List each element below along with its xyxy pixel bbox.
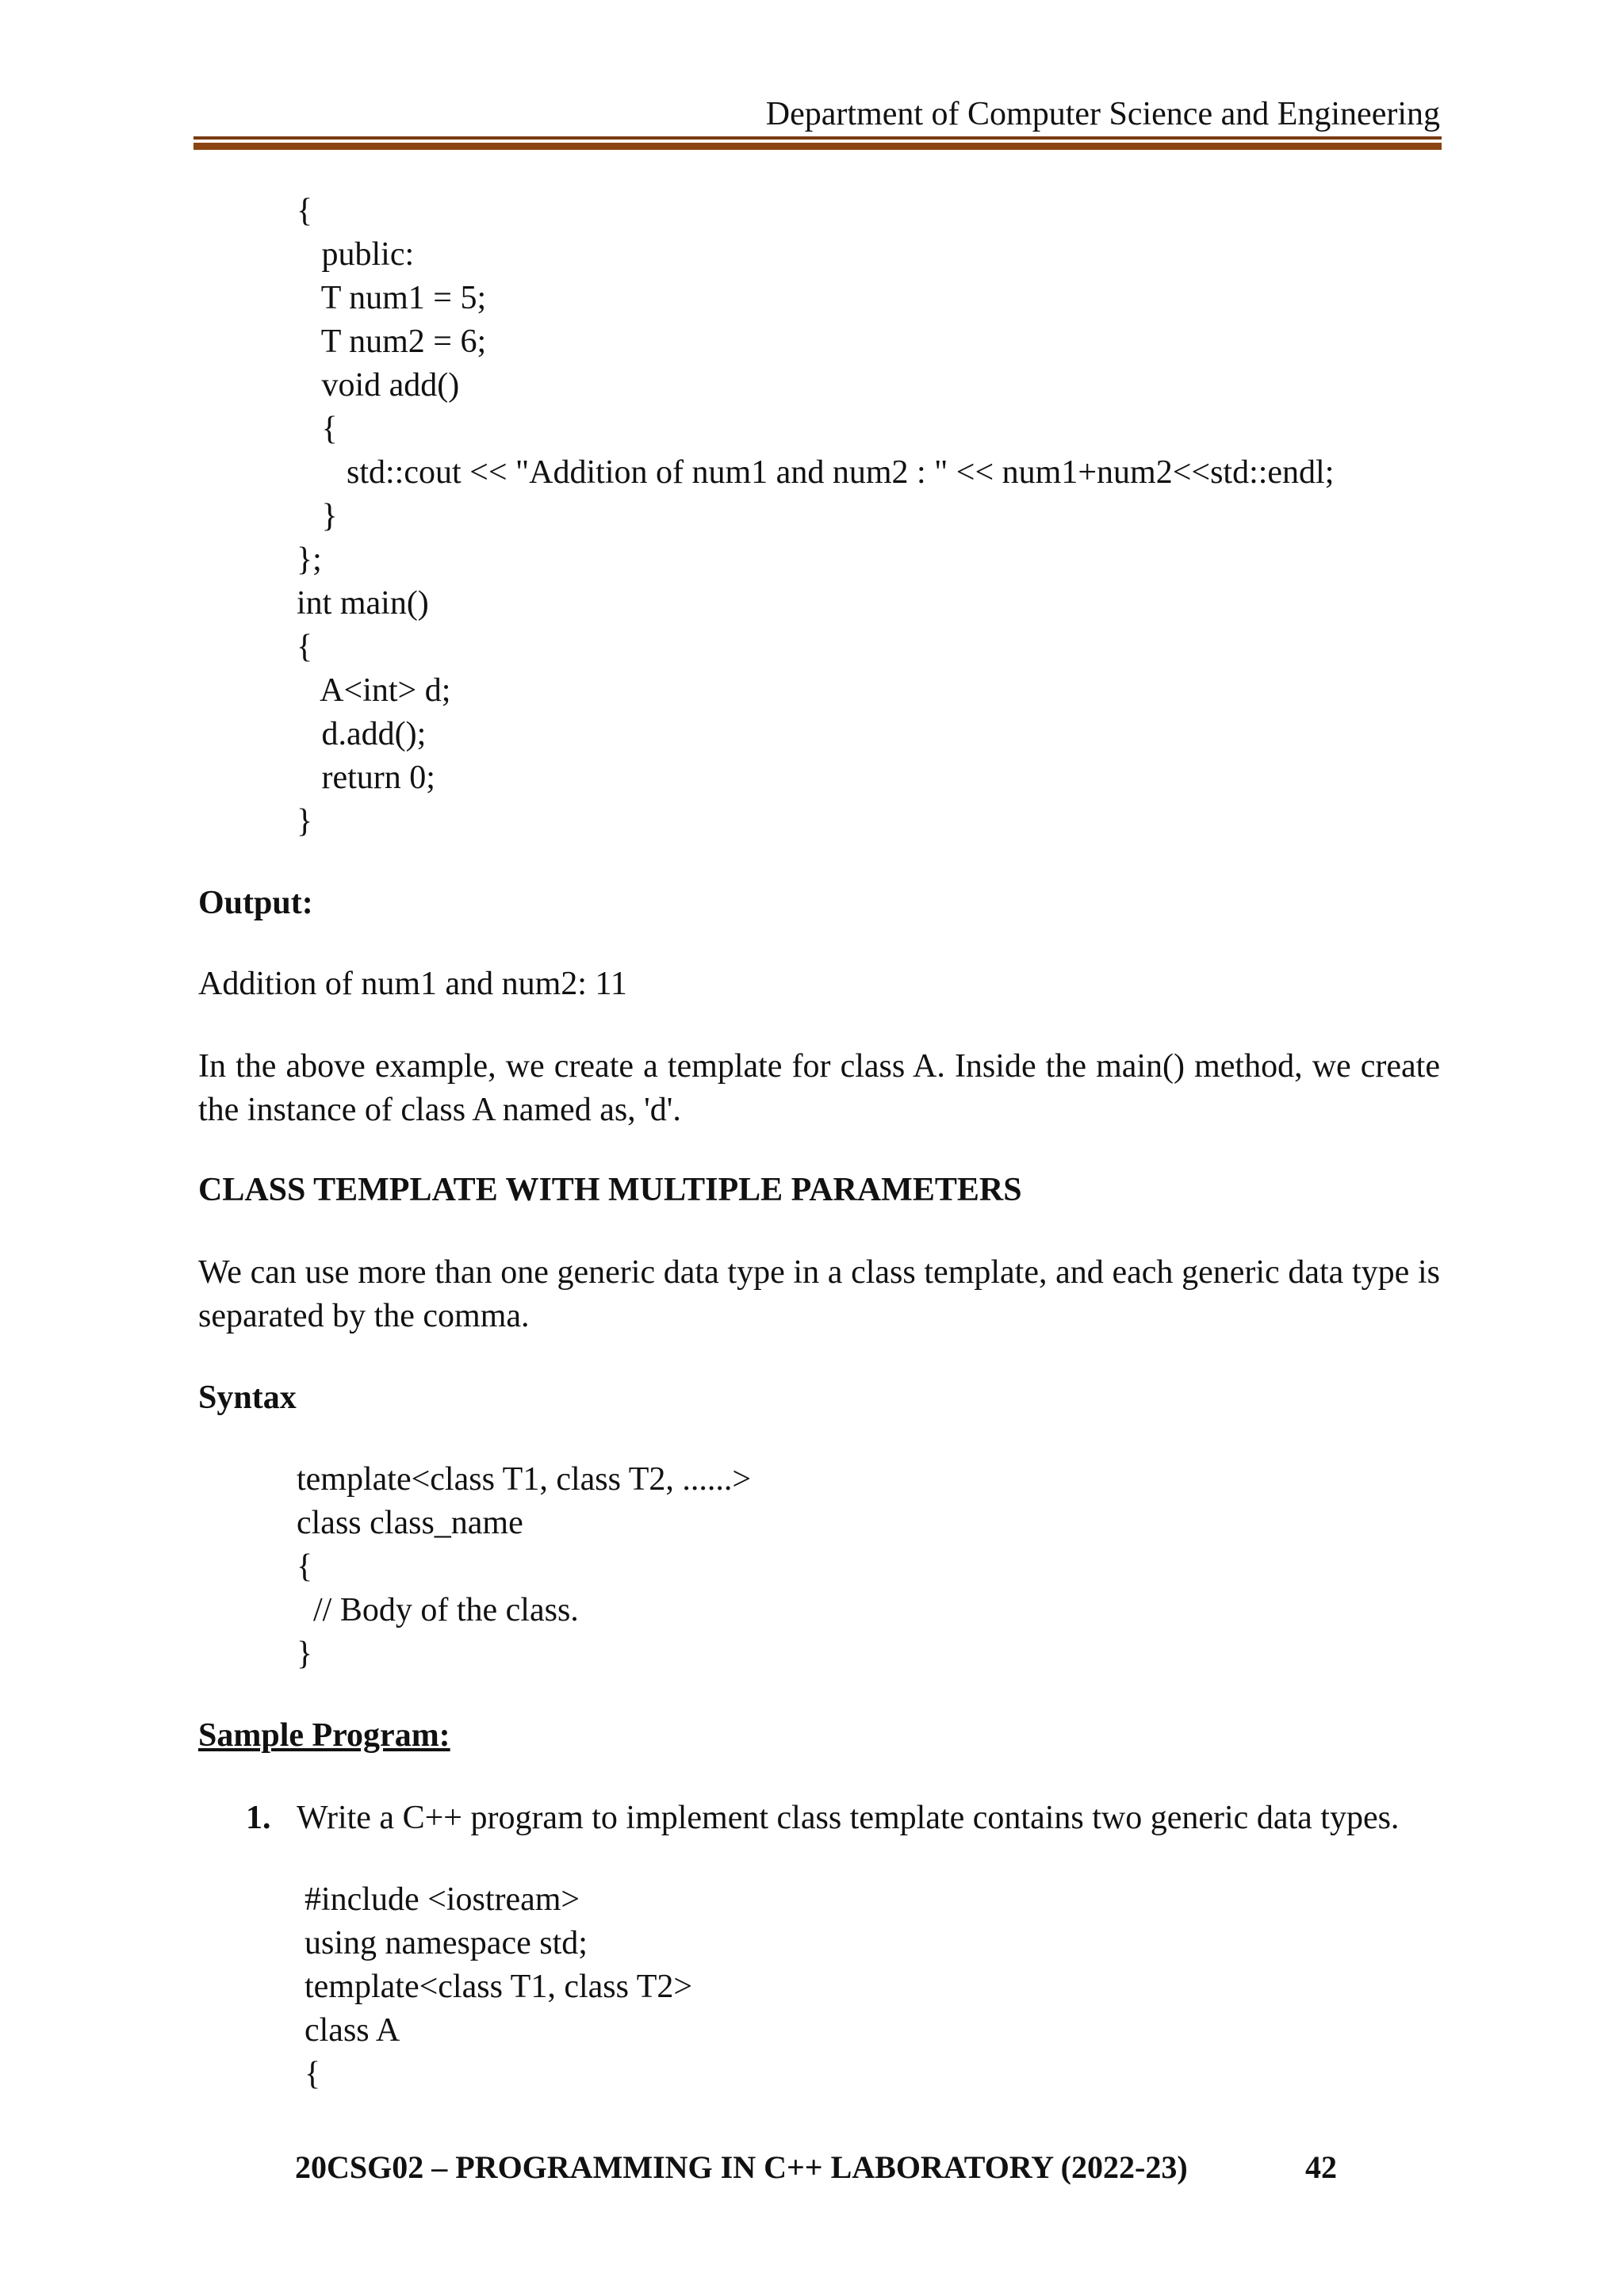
page-number: 42 <box>1305 2149 1337 2185</box>
code-line: A<int> d; <box>297 672 451 709</box>
footer-course-title: 20CSG02 – PROGRAMMING IN C++ LABORATORY (2022-23) <box>295 2149 1188 2185</box>
section-paragraph: We can use more than one generic data type in a class template, and each generic data type is separated by the comma. <box>198 1254 1440 1334</box>
list-item-text: Write a C++ program to implement class template contains two generic data types. <box>297 1800 1400 1836</box>
code-line: { <box>297 193 313 229</box>
code-line: std::cout << "Addition of num1 and num2 : " << num1+num2<<std::endl; <box>297 454 1335 491</box>
header-rule-thin <box>193 136 1442 140</box>
code-line: return 0; <box>297 760 435 796</box>
syntax-line: } <box>297 1636 313 1672</box>
explanation-paragraph: In the above example, we create a template for class A. Inside the main() method, we create the instance of class A named as, 'd'. <box>198 1048 1440 1128</box>
sample-program-heading: Sample Program: <box>198 1717 450 1754</box>
sample-code-line: template<class T1, class T2> <box>304 1969 693 2005</box>
section-heading: CLASS TEMPLATE WITH MULTIPLE PARAMETERS <box>198 1172 1022 1208</box>
sample-code-line: using namespace std; <box>304 1925 588 1961</box>
department-name: Department of Computer Science and Engineering <box>765 96 1440 132</box>
syntax-line: template<class T1, class T2, ......> <box>297 1461 752 1498</box>
list-item-number: 1. <box>246 1800 271 1836</box>
syntax-line: class class_name <box>297 1505 523 1541</box>
code-line: { <box>297 629 313 665</box>
sample-code-line: class A <box>304 2012 400 2049</box>
code-line: T num1 = 5; <box>297 280 487 316</box>
code-line: public: <box>297 236 415 273</box>
syntax-line: // Body of the class. <box>297 1592 579 1628</box>
syntax-line: { <box>297 1548 313 1585</box>
code-line: } <box>297 803 313 840</box>
sample-code-line: { <box>304 2056 321 2092</box>
output-heading: Output: <box>198 885 313 921</box>
code-line: void add() <box>297 367 460 404</box>
header-rule-thick <box>193 143 1442 150</box>
sample-code-line: #include <iostream> <box>304 1881 580 1918</box>
code-line: { <box>297 411 338 447</box>
output-text: Addition of num1 and num2: 11 <box>198 966 627 1002</box>
code-line: }; <box>297 541 322 578</box>
code-line: d.add(); <box>297 716 427 752</box>
syntax-heading: Syntax <box>198 1380 297 1416</box>
code-line: int main() <box>297 585 429 622</box>
code-line: } <box>297 498 338 534</box>
code-line: T num2 = 6; <box>297 323 487 360</box>
